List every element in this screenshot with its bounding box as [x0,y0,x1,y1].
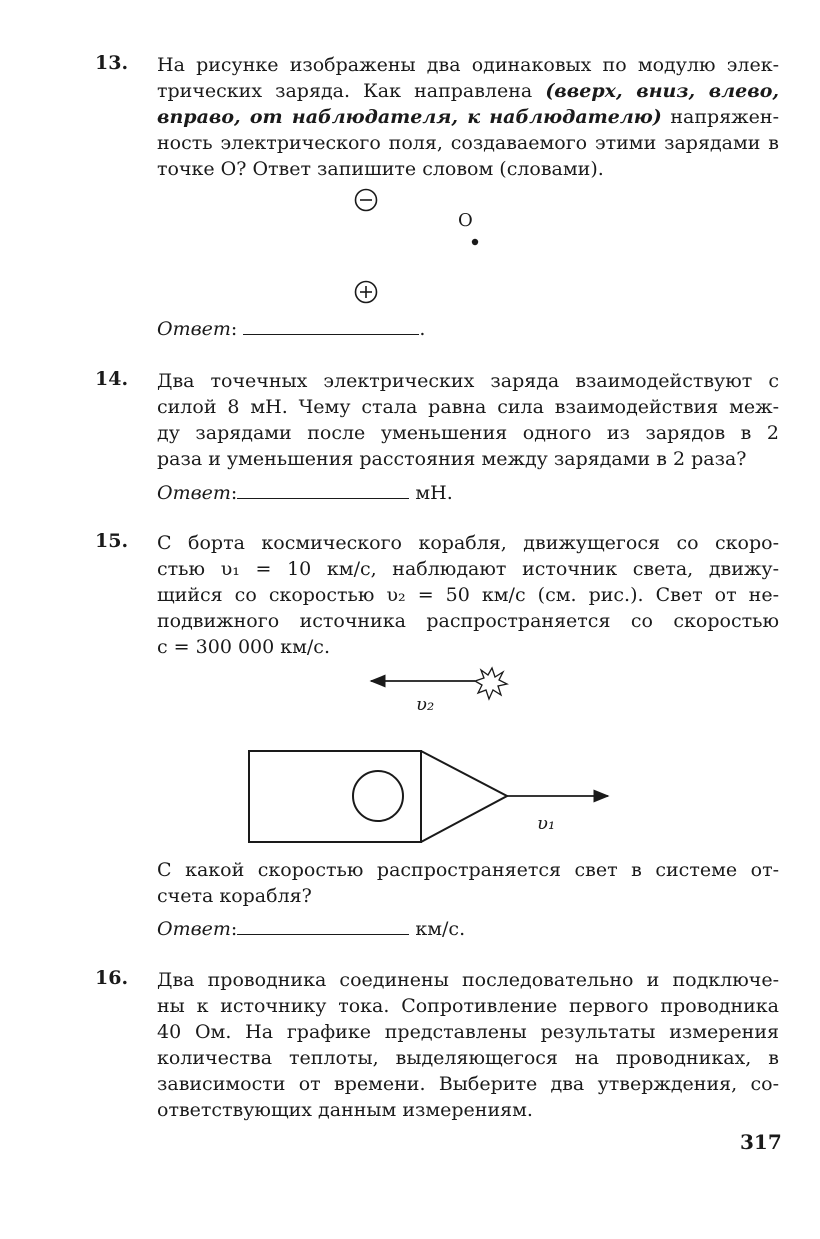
text-line: трических заряда. Как направлена (вверх, вниз, влево, [157,80,779,102]
text-line: зависимости от времени. Выберите два утверждения, со- [157,1073,779,1095]
problem-13-number: 13. [95,52,129,74]
ship-body [249,751,421,842]
problem-13-answer: Ответ: . [157,318,426,340]
text-line: c = 300 000 км/с. [157,636,330,658]
text-line: С борта космического корабля, движущегося со скоро- [157,532,779,554]
text-line: Два точечных электрических заряда взаимодействуют с [157,370,779,392]
text-line: подвижного источника распространяется со скоростью [157,610,779,632]
text-line: ответствующих данным измерениям. [157,1099,533,1121]
point-o-label: O [458,210,473,231]
text-line: ность электрического поля, создаваемого этими зарядами в [157,132,779,154]
problem-16-text [157,967,779,1123]
light-source-icon [475,668,507,699]
text-line: С какой скоростью распространяется свет в системе от- [157,859,779,881]
text-line: 40 Ом. На графике представлены результаты измерения [157,1021,779,1043]
text-line: силой 8 мН. Чему стала равна сила взаимодействия меж- [157,396,779,418]
text-line: щийся со скоростью υ₂ = 50 км/с (см. рис.). Свет от не- [157,584,779,606]
text-line: точке О? Ответ запишите словом (словами). [157,158,604,180]
v1-label: υ₁ [537,813,556,834]
text-line: Два проводника соединены последовательно и подключе- [157,969,779,991]
text-line: ду зарядами после уменьшения одного из зарядов в 2 [157,422,779,444]
page-number: 317 [740,1130,782,1154]
problem-14-answer: Ответ: мН. [157,482,453,504]
text-line: количества теплоты, выделяющегося на проводниках, в [157,1047,779,1069]
text-line: На рисунке изображены два одинаковых по модулю элек- [157,54,779,76]
ship-window [353,771,403,821]
problem-15-answer: Ответ: км/с. [157,918,466,940]
answer-blank[interactable] [237,916,409,935]
problem-15-question [157,857,779,909]
text-line: счета корабля? [157,885,312,907]
problem-14-number: 14. [95,368,129,390]
text-line: стью υ₁ = 10 км/с, наблюдают источник света, движу- [157,558,779,580]
problem-16-number: 16. [95,967,129,989]
ship-nose [421,751,507,842]
problem-15-number: 15. [95,530,129,552]
v2-label: υ₂ [416,694,435,715]
text-line: раза и уменьшения расстояния между зарядами в 2 раза? [157,448,747,470]
text-line: вправо, от наблюдателя, к наблюдателю) напряжен- [157,106,779,128]
text-line: ны к источнику тока. Сопротивление первого проводника [157,995,779,1017]
